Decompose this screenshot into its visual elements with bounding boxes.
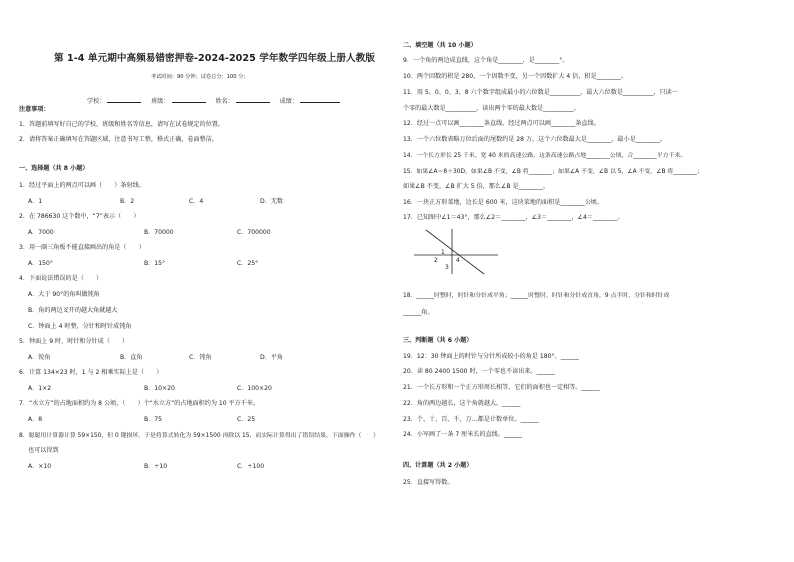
class-label: 班级：	[151, 98, 170, 105]
q5-option-b: B．直角	[120, 354, 143, 361]
intersecting-lines-diagram	[412, 226, 502, 276]
angle-label-4: 4	[456, 257, 460, 264]
q4-option-b: B．角的两边叉开的越大角就越大	[28, 307, 118, 314]
q8-option-a: A．×10	[28, 463, 52, 470]
q5-option-d: D．平角	[260, 354, 283, 361]
angle-label-1: 1	[441, 249, 445, 256]
question-12: 12．经过一点可以画________条直线，经过两点可以画________条直线。	[403, 120, 600, 127]
question-21: 21．一个长方形和一个正方形周长相等，它们的面积也一定相等。______	[403, 384, 600, 391]
question-18-continued: ______角。	[403, 309, 434, 316]
question-1: 1．经过平面上的两点可以画（ ）条射线。	[19, 182, 145, 189]
q4-option-c: C．钟面上 4 时整，分针和时针成钝角	[28, 323, 132, 330]
q3-option-c: C．25°	[237, 260, 259, 267]
section-fill-header: 二、填空题（共 10 小题）	[403, 42, 477, 49]
q2-option-c: C．700000	[237, 229, 271, 236]
diagonal-line	[426, 230, 484, 274]
question-8-continued: 也可以得到	[28, 447, 59, 454]
question-24: 24．小军画了一条 7 厘米长的直线。______	[403, 431, 523, 438]
right-column	[398, 0, 794, 562]
question-7: 7．“水立方”的占地面积约为 8 公顷，（ ）个“水立方”的占地面积约为 10 平方千米。	[19, 400, 260, 407]
question-15: 15．如果∠A＝8＋30D，如果∠B 不变，∠B 将________；如果∠A 不变，∠B 以 5，∠A 不变，∠B 将________；	[403, 169, 703, 175]
school-blank	[107, 96, 141, 103]
q7-option-a: A．8	[28, 416, 43, 423]
q5-option-c: C．钝角	[189, 354, 212, 361]
note-1: 1．答题前填写好自己的学校、班级和姓名等信息，请写在试卷规定的位置。	[19, 121, 224, 128]
question-3: 3．用一副三角板不能直接画出的角是（ ）	[19, 244, 145, 251]
question-20: 20．读 80 2400 1500 时，一个零也不读出来。______	[403, 368, 555, 375]
question-13: 13．一个六位数省略万位后面的尾数约是 28 万，这个六位数最大是________，最小是________。	[403, 136, 667, 143]
question-19: 19．12：30 钟面上的时针与分针所成较小的角是 180°。______	[403, 353, 579, 360]
page-title: 第 1-4 单元期中高频易错密押卷-2024-2025 学年数学四年级上册人教版	[54, 53, 375, 64]
question-18: 18．______时整时，时针和分针成平角；______时整时，时针和分针成直角，9 点半时，分针和时针成	[403, 293, 670, 299]
class-blank	[172, 96, 206, 103]
q8-option-b: B．÷10	[144, 463, 168, 470]
section-calc-header: 四、计算题（共 2 小题）	[403, 462, 473, 469]
question-15-continued: 如果∠B 不变，∠B 扩大 5 倍，那么∠B 是________。	[403, 183, 550, 190]
q1-option-d: D．无数	[260, 198, 283, 205]
question-25: 25．直接写得数。	[403, 479, 454, 486]
question-16: 16．一块正方形菜地，边长是 600 米，这块菜地的面积是________公顷。	[403, 199, 603, 206]
q1-option-a: A．1	[28, 198, 43, 205]
question-4: 4．下面说法错误的是（ ）	[19, 275, 103, 282]
q5-option-a: A．锐角	[28, 354, 51, 361]
question-2: 2．在 786630 这个数中，“7”表示（ ）	[19, 213, 140, 220]
name-blank	[236, 96, 270, 103]
student-info-row	[87, 96, 342, 106]
q6-option-c: C．100×20	[237, 385, 272, 392]
section-judge-header: 三、判断题（共 6 小题）	[403, 337, 473, 344]
note-2: 2．请将答案正确填写在答题区域，注意书写工整，格式正确，卷面整洁。	[19, 136, 218, 143]
q2-option-a: A．7000	[28, 229, 54, 236]
q1-option-b: B．2	[120, 198, 135, 205]
name-label: 姓名：	[215, 98, 234, 105]
question-8: 8．聪聪用计算器计算 59×150，但 0 键损坏，于是将算式转化为 59×1500 再除以 15，而实际计算得出了错误结果，下面操作（ ）	[19, 433, 380, 439]
score-blank	[300, 96, 340, 103]
q3-option-a: A．150°	[28, 260, 53, 267]
q1-option-c: C．4	[189, 198, 204, 205]
q8-option-c: C．÷100	[237, 463, 265, 470]
question-6: 6．计算 134×23 时，1 与 2 相乘实际上是（ ）	[19, 369, 163, 376]
question-11-continued: 个零的最大数是__________，读出两个零的最大数是__________。	[403, 105, 580, 112]
section-choice-header: 一、选择题（共 8 小题）	[19, 165, 89, 172]
question-10: 10．两个因数的积是 280，一个因数不变，另一个因数扩大 4 倍，积是________。	[403, 73, 628, 80]
q7-option-c: C．25	[237, 416, 256, 423]
angle-label-2: 2	[434, 257, 438, 264]
q7-option-b: B．75	[144, 416, 163, 423]
question-14: 14．一个长方形长 25 千米、宽 40 米的高速公路，这条高速公路占地________公顷，合________平方千米。	[403, 153, 687, 159]
question-17: 17．已知图中∠1＝43°，那么∠2＝________，∠3＝________，∠4＝________。	[403, 214, 624, 221]
question-5: 5．钟面上 9 时，时针和分针成（ ）	[19, 338, 129, 345]
q6-option-b: B．10×20	[144, 385, 175, 392]
question-22: 22．角的两边越长，这个角就越大。______	[403, 400, 521, 407]
score-label: 成绩：	[279, 98, 298, 105]
q2-option-b: B．70000	[144, 229, 174, 236]
question-23: 23．个、十、百、千、万…都是计数单位。______	[403, 416, 539, 423]
q4-option-a: A．大于 90°的角叫做钝角	[28, 291, 100, 298]
notes-header: 注意事项：	[19, 106, 50, 113]
q3-option-b: B．15°	[144, 260, 166, 267]
question-9: 9．一个角的两边成直线，这个角是________，是________°。	[403, 57, 569, 64]
angle-label-3: 3	[445, 264, 449, 271]
exam-info: 考试时间：90 分钟；试卷总分：100 分；	[151, 74, 249, 80]
school-label: 学校：	[87, 98, 106, 105]
q6-option-a: A．1×2	[28, 385, 52, 392]
question-11: 11．用 5、0、0、3、8 六个数字组成最小的六位数是__________，最大六位数是__________，只读一	[403, 89, 678, 96]
